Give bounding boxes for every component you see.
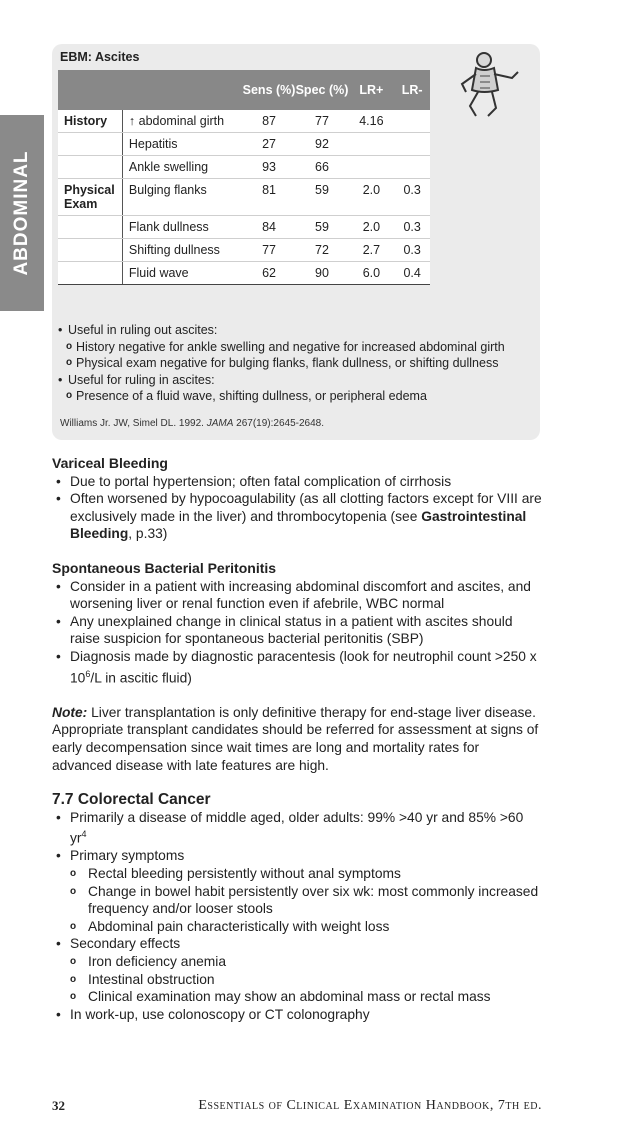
list-item (52, 490, 542, 543)
row-category (58, 239, 122, 262)
row-item: Flank dullness (122, 216, 242, 239)
row-category (58, 262, 122, 285)
variceal-heading: Variceal Bleeding (52, 455, 168, 471)
header-spec: Spec (%) (296, 70, 349, 110)
list-item-text: Primarily a disease of middle aged, older adults: 99% >40 yr and 85% >60 yr (70, 809, 524, 846)
row-lr-pos: 6.0 (348, 262, 394, 285)
note-ruling-in: • Useful for ruling in ascites: (58, 372, 536, 389)
note-ruling-out-2: o Physical exam negative for bulging flanks, flank dullness, or shifting dullness (58, 355, 536, 372)
table-row (58, 110, 430, 133)
superscript: 4 (81, 829, 87, 840)
row-lr-pos: 2.0 (348, 216, 394, 239)
section-tab (0, 115, 44, 311)
note-ruling-out: • Useful in ruling out ascites: (58, 322, 536, 339)
row-category: Physical Exam (58, 179, 122, 216)
table-row (58, 262, 430, 285)
page-number: 32 (52, 1098, 65, 1113)
table-row (58, 179, 430, 216)
header-lr-neg: LR- (394, 70, 430, 110)
citation-journal: JAMA (206, 418, 234, 429)
ebm-box (52, 44, 540, 440)
citation-authors: Williams Jr. JW, Simel DL. 1992. (60, 418, 207, 429)
sbp-heading: Spontaneous Bacterial Peritonitis (52, 559, 277, 576)
row-lr-neg: 0.3 (394, 216, 430, 239)
sub-list-item: o Rectal bleeding persistently without anal symptoms (52, 865, 542, 883)
list-item: • Primary symptoms (52, 847, 542, 865)
ebm-notes (58, 322, 536, 405)
row-category (58, 216, 122, 239)
note-ruling-out-1: o History negative for ankle swelling and negative for increased abdominal girth (58, 339, 536, 356)
sub-list-item: o Abdominal pain characteristically with weight loss (52, 918, 542, 936)
header-category (58, 70, 122, 110)
row-lr-neg: 0.3 (394, 239, 430, 262)
list-item-text: /L in ascitic fluid) (90, 670, 192, 686)
sub-list-item: o Change in bowel habit persistently over six wk: most commonly increased frequency and/or looser stools (52, 883, 542, 918)
row-category (58, 133, 122, 156)
list-item (52, 809, 542, 848)
citation-volume: 267(19):2645-2648. (233, 418, 324, 429)
sub-list-item: o Clinical examination may show an abdominal mass or rectal mass (52, 988, 542, 1006)
row-category (58, 156, 122, 179)
row-sens: 27 (243, 133, 296, 156)
list-item-text: , p.33) (128, 526, 168, 542)
row-sens: 77 (243, 239, 296, 262)
list-item: • Secondary effects (52, 935, 542, 953)
row-sens: 87 (243, 110, 296, 133)
citation (60, 418, 324, 429)
list-item (52, 648, 542, 687)
row-item: Shifting dullness (122, 239, 242, 262)
row-spec: 90 (296, 262, 349, 285)
ebm-title: EBM: Ascites (60, 50, 140, 64)
list-item-text: Often worsened by hypocoagulability (as all clotting factors except for VIII are exclusively made in the liver) and thrombocytopenia (see (70, 491, 542, 524)
table-row (58, 239, 430, 262)
row-sens: 84 (243, 216, 296, 239)
list-item: • In work-up, use colonoscopy or CT colonography (52, 1006, 542, 1024)
row-lr-pos: 2.0 (348, 179, 394, 216)
list-item: • Due to portal hypertension; often fatal complication of cirrhosis (52, 473, 542, 491)
row-lr-pos (348, 133, 394, 156)
header-sens: Sens (%) (243, 70, 296, 110)
row-lr-neg (394, 110, 430, 133)
row-sens: 62 (243, 262, 296, 285)
header-item (122, 70, 242, 110)
stick-figure-icon (454, 50, 524, 122)
row-lr-neg (394, 133, 430, 156)
row-lr-pos: 4.16 (348, 110, 394, 133)
note-text: Liver transplantation is only definitive therapy for end-stage liver disease. Appropriate transplant candidates should be referred for assessment at signs of early decompensation since wait times are long and mortality rates for advanced disease with late features are high. (52, 704, 539, 773)
list-item-text: Diagnosis made by diagnostic paracentesis (look for neutrophil count >250 x 10 (70, 648, 537, 686)
note-label: Note: (52, 704, 88, 720)
row-spec: 59 (296, 216, 349, 239)
row-item: Hepatitis (122, 133, 242, 156)
row-spec: 77 (296, 110, 349, 133)
table-row (58, 216, 430, 239)
row-spec: 72 (296, 239, 349, 262)
sub-list-item: o Intestinal obstruction (52, 971, 542, 989)
row-lr-neg (394, 156, 430, 179)
table-row (58, 133, 430, 156)
book-title: Essentials of Clinical Examination Handbook, 7th ed. (198, 1098, 542, 1113)
row-item: ↑ abdominal girth (122, 110, 242, 133)
ebm-table (58, 70, 430, 285)
row-lr-neg: 0.4 (394, 262, 430, 285)
row-spec: 59 (296, 179, 349, 216)
section-tab-label: ABDOMINAL (11, 150, 32, 276)
crc-heading: 7.7 Colorectal Cancer (52, 791, 211, 809)
row-item: Fluid wave (122, 262, 242, 285)
table-row (58, 156, 430, 179)
list-item: • Any unexplained change in clinical status in a patient with ascites should raise suspicion for spontaneous bacterial peritonitis (SBP) (52, 613, 542, 648)
note-paragraph (52, 704, 542, 774)
sub-list-item: o Iron deficiency anemia (52, 953, 542, 971)
superscript: 6 (85, 668, 91, 679)
main-text (52, 455, 542, 1023)
row-item: Ankle swelling (122, 156, 242, 179)
note-ruling-in-1: o Presence of a fluid wave, shifting dullness, or peripheral edema (58, 388, 536, 405)
row-item: Bulging flanks (122, 179, 242, 216)
row-lr-neg: 0.3 (394, 179, 430, 216)
row-category: History (58, 110, 122, 133)
header-lr-pos: LR+ (348, 70, 394, 110)
row-sens: 81 (243, 179, 296, 216)
row-spec: 92 (296, 133, 349, 156)
list-item: • Consider in a patient with increasing abdominal discomfort and ascites, and worsening liver or renal function even if afebrile, WBC normal (52, 578, 542, 613)
row-sens: 93 (243, 156, 296, 179)
cross-reference: Gastrointestinal Bleeding (70, 508, 527, 542)
row-lr-pos (348, 156, 394, 179)
row-spec: 66 (296, 156, 349, 179)
table-header-row (58, 70, 430, 110)
row-lr-pos: 2.7 (348, 239, 394, 262)
